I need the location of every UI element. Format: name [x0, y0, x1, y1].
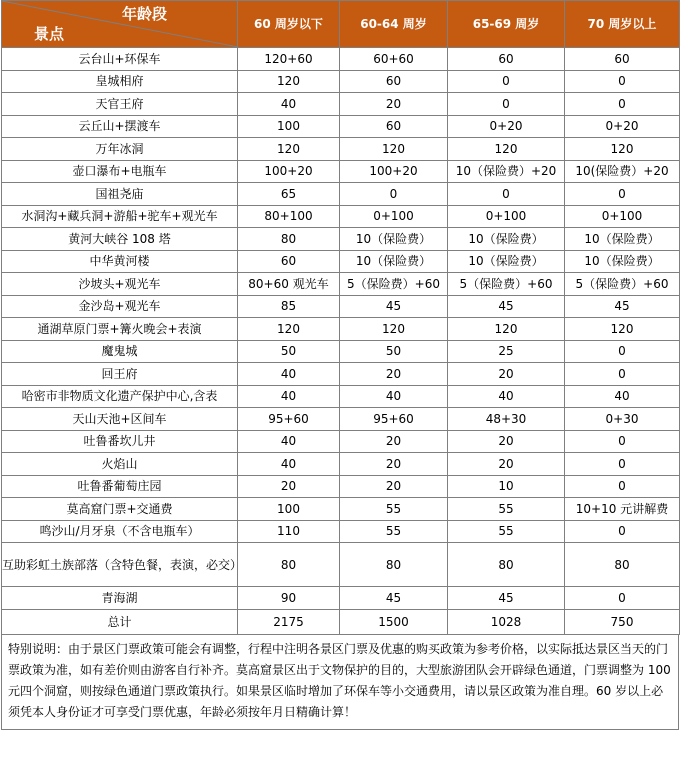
header-corner-cell [2, 1, 238, 48]
fee-cell: 0 [565, 475, 680, 498]
attraction-name: 万年冰洞 [2, 138, 238, 161]
fee-cell: 120 [238, 70, 340, 93]
fee-cell: 80 [448, 543, 565, 587]
table-row [2, 48, 680, 71]
fee-cell: 10（保险费） [565, 250, 680, 273]
fee-cell: 0 [565, 183, 680, 206]
fee-cell: 25 [448, 340, 565, 363]
fee-cell: 0 [565, 363, 680, 386]
attraction-name: 鸣沙山/月牙泉（不含电瓶车） [2, 520, 238, 543]
fee-cell: 40 [238, 385, 340, 408]
table-row [2, 138, 680, 161]
fee-cell: 5（保险费）+60 [448, 273, 565, 296]
fee-cell: 55 [448, 498, 565, 521]
fee-cell: 120 [340, 138, 448, 161]
attraction-name: 黄河大峡谷 108 塔 [2, 228, 238, 251]
fee-cell: 120 [238, 138, 340, 161]
attraction-name: 总计 [2, 609, 238, 634]
fee-cell: 0 [448, 70, 565, 93]
table-row [2, 205, 680, 228]
fee-cell: 20 [238, 475, 340, 498]
fee-cell: 55 [448, 520, 565, 543]
fee-cell: 20 [340, 475, 448, 498]
fee-cell: 120 [238, 318, 340, 341]
age-group-label: 年龄段 [121, 5, 167, 23]
fee-cell: 80+100 [238, 205, 340, 228]
fee-cell: 50 [340, 340, 448, 363]
attraction-name: 金沙岛+观光车 [2, 295, 238, 318]
fee-cell: 40 [238, 93, 340, 116]
fee-cell: 40 [565, 385, 680, 408]
fee-cell: 48+30 [448, 408, 565, 431]
column-header: 60 周岁以下 [238, 1, 340, 48]
table-row [2, 453, 680, 476]
fee-cell: 20 [448, 430, 565, 453]
fee-cell: 100+20 [238, 160, 340, 183]
fee-cell: 20 [340, 430, 448, 453]
attraction-name: 沙坡头+观光车 [2, 273, 238, 296]
fee-cell: 120 [565, 138, 680, 161]
fee-cell: 80 [238, 543, 340, 587]
fee-cell: 45 [448, 587, 565, 610]
fee-cell: 0 [340, 183, 448, 206]
fee-cell: 45 [565, 295, 680, 318]
fee-cell: 95+60 [340, 408, 448, 431]
table-row [2, 93, 680, 116]
attraction-name: 魔鬼城 [2, 340, 238, 363]
fee-cell: 60 [340, 70, 448, 93]
attraction-name: 天山天池+区间车 [2, 408, 238, 431]
fee-cell: 120 [565, 318, 680, 341]
fee-cell: 90 [238, 587, 340, 610]
fee-cell: 80 [565, 543, 680, 587]
table-row [2, 273, 680, 296]
attraction-name: 天官王府 [2, 93, 238, 116]
fee-cell: 0 [565, 587, 680, 610]
attraction-name: 中华黄河楼 [2, 250, 238, 273]
fee-cell: 0+100 [565, 205, 680, 228]
fee-cell: 60+60 [340, 48, 448, 71]
fee-cell: 120 [448, 318, 565, 341]
fee-cell: 5（保险费）+60 [565, 273, 680, 296]
attraction-name: 壶口瀑布+电瓶车 [2, 160, 238, 183]
column-header: 70 周岁以上 [565, 1, 680, 48]
attraction-name: 哈密市非物质文化遗产保护中心,含表 [2, 385, 238, 408]
fee-cell: 80+60 观光车 [238, 273, 340, 296]
fee-cell: 0+100 [340, 205, 448, 228]
table-row [2, 340, 680, 363]
table-row [2, 183, 680, 206]
fee-cell: 10 [448, 475, 565, 498]
fee-cell: 45 [448, 295, 565, 318]
fee-cell: 40 [238, 363, 340, 386]
attraction-name: 云台山+环保车 [2, 48, 238, 71]
fee-cell: 20 [448, 453, 565, 476]
table-row [2, 498, 680, 521]
header-row [2, 1, 680, 48]
fee-cell: 95+60 [238, 408, 340, 431]
fee-cell: 0 [565, 430, 680, 453]
attraction-name: 互助彩虹土族部落（含特色餐，表演，必交） [2, 543, 238, 587]
fee-cell: 20 [448, 363, 565, 386]
fee-cell: 2175 [238, 609, 340, 634]
fee-cell: 40 [238, 453, 340, 476]
attraction-name: 莫高窟门票+交通费 [2, 498, 238, 521]
fee-cell: 20 [340, 453, 448, 476]
attraction-name: 青海湖 [2, 587, 238, 610]
fee-cell: 10+10 元讲解费 [565, 498, 680, 521]
fee-cell: 0+20 [448, 115, 565, 138]
fee-cell: 0+20 [565, 115, 680, 138]
fee-cell: 55 [340, 520, 448, 543]
fee-cell: 40 [340, 385, 448, 408]
fee-cell: 80 [238, 228, 340, 251]
fee-cell: 40 [238, 430, 340, 453]
fee-cell: 20 [340, 93, 448, 116]
fee-cell: 85 [238, 295, 340, 318]
table-row [2, 363, 680, 386]
fee-cell: 10(保险费）+20 [565, 160, 680, 183]
fee-cell: 45 [340, 295, 448, 318]
attraction-name: 回王府 [2, 363, 238, 386]
fee-cell: 80 [340, 543, 448, 587]
fee-cell: 60 [448, 48, 565, 71]
special-note: 特别说明：由于景区门票政策可能会有调整，行程中注明各景区门票及优惠的购买政策为参考价格，以实际抵达景区当天的门票政策为准，如有差价则由游客自行补齐。莫高窟景区出于文物保护的目的，大型旅游团队会开辟绿色通道，门票调整为 100 元四个洞窟，则按绿色通道门票政策执行。如果景区临时增加了环保车等小交通费用，请以景区政策为准自理。60 岁以上必须凭本人身份证才可享受门票优惠，年龄必须按年月日精确计算！ [1, 635, 679, 730]
fee-cell: 0 [448, 183, 565, 206]
table-row [2, 115, 680, 138]
table-row [2, 318, 680, 341]
column-header: 65-69 周岁 [448, 1, 565, 48]
fee-cell: 0 [448, 93, 565, 116]
fee-cell: 110 [238, 520, 340, 543]
fee-cell: 50 [238, 340, 340, 363]
attraction-name: 水洞沟+藏兵洞+游船+驼车+观光车 [2, 205, 238, 228]
attraction-name: 云丘山+摆渡车 [2, 115, 238, 138]
table-row [2, 228, 680, 251]
fee-cell: 60 [565, 48, 680, 71]
fee-cell: 0+30 [565, 408, 680, 431]
fee-cell: 55 [340, 498, 448, 521]
table-row [2, 385, 680, 408]
table-row [2, 160, 680, 183]
table-row [2, 250, 680, 273]
fee-cell: 0 [565, 520, 680, 543]
fee-cell: 100 [238, 498, 340, 521]
ticket-fee-table [1, 0, 680, 635]
table-row [2, 295, 680, 318]
fee-cell: 10（保险费）+20 [448, 160, 565, 183]
fee-cell: 0 [565, 453, 680, 476]
fee-cell: 100+20 [340, 160, 448, 183]
fee-cell: 60 [238, 250, 340, 273]
fee-cell: 750 [565, 609, 680, 634]
fee-cell: 10（保险费） [448, 250, 565, 273]
fee-cell: 0 [565, 93, 680, 116]
fee-cell: 65 [238, 183, 340, 206]
table-row [2, 408, 680, 431]
attraction-name: 火焰山 [2, 453, 238, 476]
fee-cell: 1028 [448, 609, 565, 634]
attraction-name: 皇城相府 [2, 70, 238, 93]
attraction-name: 吐鲁番葡萄庄园 [2, 475, 238, 498]
fee-cell: 40 [448, 385, 565, 408]
table-row [2, 70, 680, 93]
table-body [2, 48, 680, 635]
table-row [2, 475, 680, 498]
fee-cell: 60 [340, 115, 448, 138]
attraction-name: 吐鲁番坎儿井 [2, 430, 238, 453]
column-header: 60-64 周岁 [340, 1, 448, 48]
attraction-name: 通湖草原门票+篝火晚会+表演 [2, 318, 238, 341]
table-row [2, 543, 680, 587]
fee-cell: 10（保险费） [340, 250, 448, 273]
fee-cell: 120+60 [238, 48, 340, 71]
fee-cell: 120 [448, 138, 565, 161]
fee-cell: 0 [565, 70, 680, 93]
fee-cell: 0+100 [448, 205, 565, 228]
fee-table-container [1, 0, 679, 730]
fee-cell: 1500 [340, 609, 448, 634]
fee-cell: 10（保险费） [448, 228, 565, 251]
table-row [2, 587, 680, 610]
fee-cell: 45 [340, 587, 448, 610]
fee-cell: 120 [340, 318, 448, 341]
fee-cell: 10（保险费） [340, 228, 448, 251]
table-row [2, 520, 680, 543]
attraction-label: 景点 [34, 25, 65, 43]
fee-cell: 10（保险费） [565, 228, 680, 251]
total-row [2, 609, 680, 634]
fee-cell: 100 [238, 115, 340, 138]
fee-cell: 20 [340, 363, 448, 386]
fee-cell: 0 [565, 340, 680, 363]
table-row [2, 430, 680, 453]
attraction-name: 国祖尧庙 [2, 183, 238, 206]
fee-cell: 5（保险费）+60 [340, 273, 448, 296]
